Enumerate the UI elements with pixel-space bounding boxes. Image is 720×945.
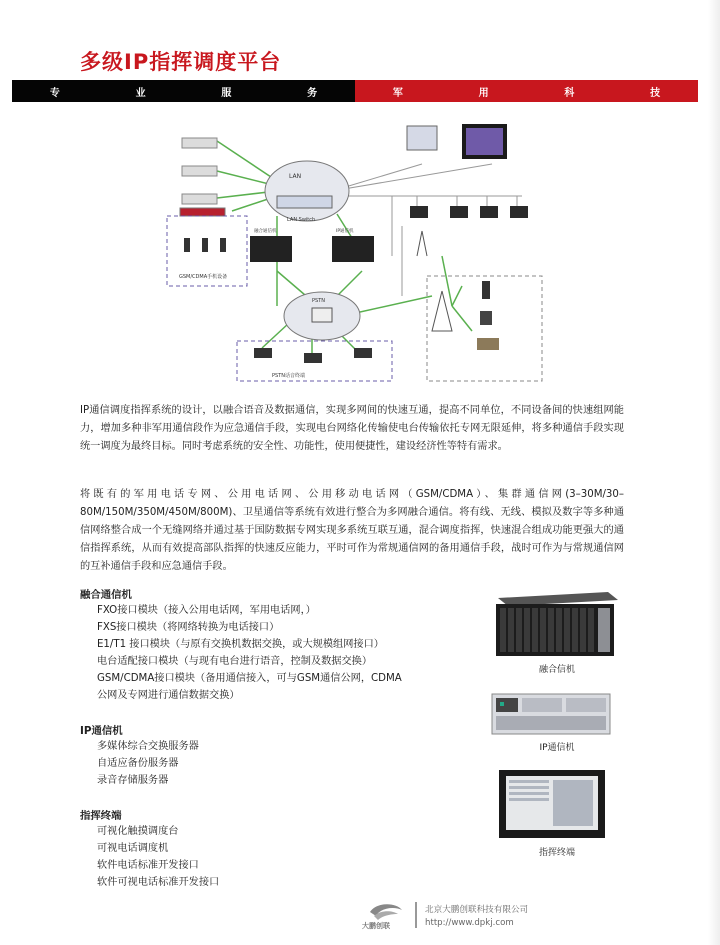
banner-char: 专 bbox=[49, 87, 60, 99]
list-item: FXS接口模块（将网络转换为电话接口） bbox=[97, 622, 280, 633]
pstn-group bbox=[237, 341, 392, 381]
page-title: 多级IP指挥调度平台 bbox=[80, 50, 282, 74]
logo-text: 大鹏创联 bbox=[362, 922, 390, 930]
section-list bbox=[97, 823, 219, 891]
footer-divider bbox=[415, 902, 417, 928]
lan-switch-label: LAN Switch bbox=[287, 217, 316, 223]
list-item: 软件可视电话标准开发接口 bbox=[97, 877, 220, 888]
list-item: 电台适配接口模块（与现有电台进行语音，控制及数据交换） bbox=[97, 656, 373, 667]
header-banner bbox=[12, 80, 698, 102]
ip-phones bbox=[410, 206, 528, 218]
section-heading: 指挥终端 bbox=[80, 810, 122, 822]
svg-text:PSTN话音终端: PSTN话音终端 bbox=[272, 373, 305, 379]
banner-char: 技 bbox=[650, 87, 661, 99]
company-name: 北京大鹏创联科技有限公司 bbox=[425, 905, 529, 915]
pstn-cloud bbox=[284, 292, 360, 340]
svg-text:PSTN: PSTN bbox=[312, 298, 325, 304]
section-heading: 融合通信机 bbox=[80, 589, 132, 601]
terminal-image bbox=[497, 768, 607, 840]
list-item: 录音存储服务器 bbox=[97, 775, 169, 786]
list-item: 可视电话调度机 bbox=[97, 843, 169, 854]
network-diagram bbox=[162, 116, 552, 386]
footer-info bbox=[425, 904, 528, 930]
list-item: 可视化触摸调度台 bbox=[97, 826, 179, 837]
gsm-group bbox=[167, 216, 247, 286]
banner-char: 科 bbox=[564, 87, 575, 99]
list-item: E1/T1 接口模块（与原有交换机数据交换，或大规模组网接口） bbox=[97, 639, 384, 650]
banner-char: 用 bbox=[478, 87, 489, 99]
ip-unit-image bbox=[490, 690, 612, 736]
lan-cloud bbox=[265, 161, 349, 223]
section-list bbox=[97, 738, 199, 789]
product-caption: 融合信机 bbox=[538, 665, 575, 675]
banner-right bbox=[355, 80, 698, 102]
product-caption: IP通信机 bbox=[539, 743, 575, 753]
switch-units bbox=[250, 227, 374, 262]
banner-char: 服 bbox=[221, 87, 232, 99]
list-item: 公网及专网进行通信数据交换） bbox=[97, 690, 240, 701]
intro-paragraph: IP通信调度指挥系统的设计，以融合语音及数据通信，实现多网间的快速互通，提高不同单位，不同设备间的快速组网能力，增加多种非军用通信段作为应急通信手段，实现电台网络化传输使电台传输依托专网无限延伸，将多种通信手段实现统一调度为最终目标。同时考虑系统的安全性、功能性，使用便捷性，建设经济性等特有需求。 bbox=[80, 405, 624, 452]
banner-char: 务 bbox=[307, 87, 318, 99]
list-item: 多媒体综合交换服务器 bbox=[97, 741, 199, 752]
converged-unit-image bbox=[488, 590, 623, 658]
page-edge-shadow bbox=[708, 0, 720, 945]
svg-text:IP通信机: IP通信机 bbox=[336, 229, 354, 234]
product-caption: 指挥终端 bbox=[538, 848, 575, 858]
workstations bbox=[407, 124, 507, 159]
company-url[interactable]: http://www.dpkj.com bbox=[425, 918, 514, 928]
left-devices bbox=[180, 138, 225, 216]
banner-char: 业 bbox=[135, 87, 146, 99]
list-item: GSM/CDMA接口模块（备用通信接入，可与GSM通信公网，CDMA bbox=[97, 673, 402, 684]
gsm-group-label: GSM/CDMA手机设备 bbox=[179, 274, 228, 280]
integration-paragraph: 将既有的军用电话专网、公用电话网、公用移动电话网（GSM/CDMA）、集群通信网(3–30M/30–80M/150M/350M/450M/800M)、卫星通信等系统有效进行整合为多网融合通信。将有线、无线、模拟及数字等多种通信网络整合成一个无缝网络并通过基于国防数据专网实现多系统互联互通，混合调度指挥，快速混合组成功能更强大的通信指挥系统，从而有效提高部队指挥的快速反应能力，平时可作为常规通信网的备用通信手段，战时可作为与常规通信网的互补通信手段和应急通信手段。 bbox=[80, 489, 624, 572]
banner-left bbox=[12, 80, 355, 102]
section-list bbox=[97, 602, 402, 704]
lan-label: LAN bbox=[289, 173, 302, 180]
list-item: 软件电话标准开发接口 bbox=[97, 860, 199, 871]
svg-text:融合通信机: 融合通信机 bbox=[254, 229, 277, 234]
wireless-group bbox=[427, 276, 542, 381]
section-heading: IP通信机 bbox=[80, 725, 123, 737]
list-item: FXO接口模块（接入公用电话网，军用电话网，） bbox=[97, 605, 316, 616]
list-item: 自适应备份服务器 bbox=[97, 758, 179, 769]
banner-char: 军 bbox=[392, 87, 403, 99]
